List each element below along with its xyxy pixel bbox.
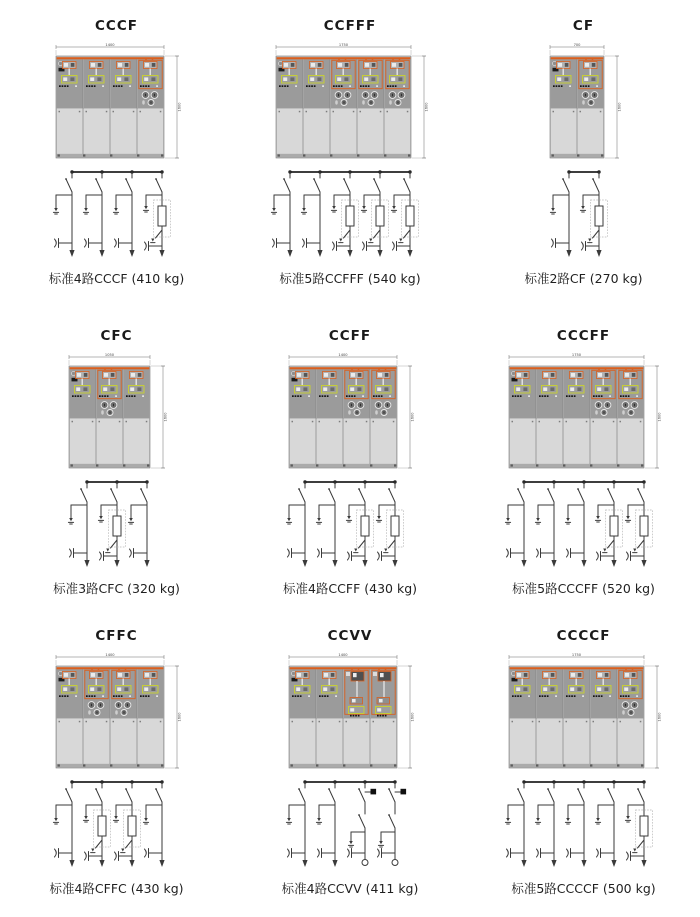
top-orange-strip <box>510 367 644 369</box>
cable-arrow-icon <box>521 860 526 867</box>
cable-test-point-icon <box>566 849 568 857</box>
cabinet-front-view-svg <box>270 42 431 160</box>
branch-fuse-switch <box>98 480 125 567</box>
single-line-diagram-svg <box>65 474 169 572</box>
metering-terminal-icon <box>392 860 398 866</box>
cabinet-front-view <box>503 352 664 470</box>
cable-test-point-icon <box>144 242 146 250</box>
cable-test-point-icon <box>69 549 71 557</box>
cable-test-point-icon <box>333 242 335 250</box>
cable-arrow-icon <box>347 250 352 257</box>
fuse-icon <box>113 516 121 536</box>
fuse-icon <box>376 206 384 226</box>
config-cell-ccff <box>233 310 467 610</box>
top-orange-strip <box>276 57 410 59</box>
fuse-icon <box>406 206 414 226</box>
breaker-icon <box>371 789 377 795</box>
config-caption: 标准5路CCCCF (500 kg) <box>511 881 656 896</box>
fuse-icon <box>361 516 369 536</box>
cable-test-point-icon <box>596 849 598 857</box>
config-title: CF <box>572 18 595 34</box>
branch-load-switch <box>550 170 571 257</box>
cable-test-point-icon <box>288 549 290 557</box>
height-dimension-label: 1600 <box>163 412 168 422</box>
cable-test-point-icon <box>506 549 508 557</box>
cable-test-point-icon <box>114 852 116 860</box>
cable-arrow-icon <box>641 560 646 567</box>
brand-logo-icon <box>58 672 62 676</box>
cable-arrow-icon <box>84 560 89 567</box>
branch-load-switch <box>565 480 586 567</box>
height-dimension-label: 1600 <box>177 102 181 112</box>
fuse-icon <box>391 516 399 536</box>
config-title: CCCFF <box>556 328 611 344</box>
single-line-diagram-svg <box>283 774 417 872</box>
cabinet-front-view <box>270 42 431 160</box>
cable-test-point-icon <box>506 849 508 857</box>
cabinet-front-view <box>50 42 184 160</box>
cable-test-point-icon <box>84 852 86 860</box>
height-dimension-label: 1600 <box>657 412 662 422</box>
cable-arrow-icon <box>129 860 134 867</box>
cable-arrow-icon <box>302 560 307 567</box>
brand-logo-icon <box>552 62 556 66</box>
single-line-diagram <box>283 774 417 872</box>
width-dimension-label: 1400 <box>104 43 115 47</box>
single-line-diagram-svg <box>50 774 184 872</box>
cabinet-front-view <box>63 352 170 470</box>
single-line-diagram-svg <box>502 774 666 872</box>
cable-test-point-icon <box>114 239 116 247</box>
cable-arrow-icon <box>581 860 586 867</box>
fuse-icon <box>610 516 618 536</box>
single-line-diagram <box>50 774 184 872</box>
cable-test-point-icon <box>551 239 553 247</box>
height-dimension-label: 1600 <box>410 712 415 722</box>
fuse-icon <box>158 206 166 226</box>
branch-fuse-switch <box>391 170 418 257</box>
config-caption: 标准2路CF (270 kg) <box>524 271 643 286</box>
single-line-diagram <box>283 474 417 572</box>
branch-vacuum-breaker <box>348 780 377 865</box>
cable-test-point-icon <box>348 552 350 560</box>
cable-arrow-icon <box>302 860 307 867</box>
brand-logo-icon <box>72 372 76 376</box>
cable-arrow-icon <box>566 250 571 257</box>
cable-test-point-icon <box>536 849 538 857</box>
cable-test-point-icon <box>303 239 305 247</box>
fuse-icon <box>128 816 136 836</box>
metering-terminal-icon <box>362 860 368 866</box>
height-dimension-label: 1600 <box>410 412 415 422</box>
config-title: CFC <box>100 328 133 344</box>
cabinet-front-view <box>283 352 417 470</box>
cable-test-point-icon <box>288 849 290 857</box>
brand-logo-icon <box>278 62 282 66</box>
config-caption: 标准4路CCCF (410 kg) <box>48 271 185 286</box>
config-caption: 标准5路CCCFF (520 kg) <box>512 581 655 596</box>
config-cell-cffc <box>0 610 233 917</box>
config-title: CCCF <box>95 18 138 34</box>
config-cell-cf <box>467 0 700 310</box>
single-line-diagram <box>547 164 621 262</box>
cable-arrow-icon <box>99 250 104 257</box>
cable-test-point-icon <box>581 242 583 250</box>
config-caption: 标准4路CFFC (430 kg) <box>49 881 184 896</box>
branch-load-switch <box>143 780 164 867</box>
cable-arrow-icon <box>611 860 616 867</box>
config-title: CCFFF <box>323 18 377 34</box>
config-title: CCFF <box>328 328 372 344</box>
branch-load-switch <box>83 170 104 257</box>
branch-load-switch <box>316 480 337 567</box>
single-line-diagram <box>268 164 432 262</box>
brand-logo-icon <box>58 62 62 66</box>
config-cell-ccfff <box>233 0 467 310</box>
branch-fuse-switch <box>580 170 607 257</box>
height-dimension-label: 1600 <box>657 712 662 722</box>
config-cell-cccf <box>0 0 233 310</box>
cable-test-point-icon <box>596 552 598 560</box>
config-caption: 标准5路CCFFF (540 kg) <box>279 271 421 286</box>
cable-arrow-icon <box>596 250 601 257</box>
single-line-diagram <box>502 474 666 572</box>
width-dimension-label: 1400 <box>338 353 348 357</box>
branch-fuse-switch <box>346 480 373 567</box>
top-orange-strip <box>290 367 397 369</box>
cable-test-point-icon <box>54 239 56 247</box>
fuse-icon <box>595 206 603 226</box>
cable-arrow-icon <box>362 560 367 567</box>
cable-test-point-icon <box>54 849 56 857</box>
cabinet-front-view-svg <box>283 652 417 770</box>
branch-load-switch <box>535 780 556 867</box>
cable-test-point-icon <box>318 549 320 557</box>
width-dimension-label: 1400 <box>104 653 115 657</box>
config-title: CCVV <box>327 628 373 644</box>
branch-fuse-switch <box>83 780 110 867</box>
branch-fuse-switch <box>376 480 403 567</box>
branch-load-switch <box>301 170 322 257</box>
top-orange-strip <box>70 367 150 369</box>
cable-test-point-icon <box>626 852 628 860</box>
branch-load-switch <box>286 780 307 867</box>
cable-test-point-icon <box>363 242 365 250</box>
config-cell-ccvv <box>233 610 467 917</box>
cable-arrow-icon <box>551 560 556 567</box>
branch-load-switch <box>286 480 307 567</box>
brand-logo-icon <box>512 372 516 376</box>
fuse-icon <box>98 816 106 836</box>
cable-test-point-icon <box>273 239 275 247</box>
cable-arrow-icon <box>114 560 119 567</box>
cable-arrow-icon <box>332 860 337 867</box>
cable-test-point-icon <box>129 549 131 557</box>
brand-logo-icon <box>292 372 296 376</box>
cable-arrow-icon <box>551 860 556 867</box>
cable-arrow-icon <box>407 250 412 257</box>
fuse-icon <box>640 516 648 536</box>
branch-load-switch <box>595 780 616 867</box>
cable-arrow-icon <box>159 250 164 257</box>
branch-load-switch <box>316 780 337 867</box>
cabinet-front-view-svg <box>503 652 664 770</box>
top-orange-strip <box>56 57 163 59</box>
config-title: CFFC <box>95 628 138 644</box>
single-line-diagram <box>65 474 169 572</box>
brand-logo-icon <box>292 672 296 676</box>
single-line-diagram-svg <box>50 164 184 262</box>
config-caption: 标准4路CCFF (430 kg) <box>282 581 418 596</box>
cable-arrow-icon <box>317 250 322 257</box>
cable-arrow-icon <box>611 560 616 567</box>
config-title: CCCCF <box>556 628 611 644</box>
top-orange-strip <box>550 57 603 59</box>
cable-test-point-icon <box>378 849 380 857</box>
branch-fuse-switch <box>113 780 140 867</box>
width-dimension-label: 1050 <box>104 353 115 357</box>
config-cell-cfc <box>0 310 233 610</box>
cable-arrow-icon <box>287 250 292 257</box>
branch-load-switch <box>565 780 586 867</box>
cable-arrow-icon <box>581 560 586 567</box>
cabinet-front-view-svg <box>50 652 184 770</box>
cable-test-point-icon <box>99 552 101 560</box>
cabinet-front-view <box>50 652 184 770</box>
branch-fuse-switch <box>625 780 652 867</box>
cable-test-point-icon <box>566 549 568 557</box>
cable-arrow-icon <box>99 860 104 867</box>
branch-fuse-switch <box>331 170 358 257</box>
branch-load-switch <box>128 480 149 567</box>
height-dimension-label: 1600 <box>617 102 621 112</box>
cable-arrow-icon <box>144 560 149 567</box>
branch-fuse-switch <box>595 480 622 567</box>
cable-test-point-icon <box>626 552 628 560</box>
cabinet-front-view-svg <box>544 42 624 160</box>
branch-fuse-switch <box>625 480 652 567</box>
branch-fuse-switch <box>361 170 388 257</box>
fuse-icon <box>346 206 354 226</box>
cabinet-front-view <box>503 652 664 770</box>
breaker-icon <box>401 789 407 795</box>
branch-load-switch <box>505 780 526 867</box>
top-orange-strip <box>56 667 163 669</box>
single-line-diagram-svg <box>268 164 432 262</box>
fuse-icon <box>640 816 648 836</box>
branch-load-switch <box>505 480 526 567</box>
single-line-diagram-svg <box>547 164 621 262</box>
cable-test-point-icon <box>378 552 380 560</box>
cabinet-front-view <box>544 42 624 160</box>
branch-fuse-switch <box>143 170 170 257</box>
single-line-diagram <box>50 164 184 262</box>
cabinet-front-view-svg <box>283 352 417 470</box>
single-line-diagram <box>502 774 666 872</box>
branch-load-switch <box>535 480 556 567</box>
single-line-diagram-svg <box>502 474 666 572</box>
width-dimension-label: 1750 <box>571 353 582 357</box>
width-dimension-label: 700 <box>573 43 580 47</box>
cabinet-front-view-svg <box>63 352 170 470</box>
config-caption: 标准4路CCVV (411 kg) <box>281 881 419 896</box>
cable-test-point-icon <box>318 849 320 857</box>
cabinet-front-view-svg <box>503 352 664 470</box>
cable-test-point-icon <box>536 549 538 557</box>
cabinet-front-view-svg <box>50 42 184 160</box>
cable-arrow-icon <box>377 250 382 257</box>
top-orange-strip <box>290 667 397 669</box>
cable-arrow-icon <box>69 860 74 867</box>
cable-arrow-icon <box>332 560 337 567</box>
cable-arrow-icon <box>392 560 397 567</box>
cabinet-front-view <box>283 652 417 770</box>
branch-load-switch <box>53 170 74 257</box>
cable-arrow-icon <box>521 560 526 567</box>
top-orange-strip <box>510 667 644 669</box>
branch-load-switch <box>271 170 292 257</box>
cable-test-point-icon <box>348 849 350 857</box>
branch-load-switch <box>113 170 134 257</box>
config-cell-ccccf <box>467 610 700 917</box>
cable-arrow-icon <box>159 860 164 867</box>
config-cell-cccff <box>467 310 700 610</box>
width-dimension-label: 1750 <box>338 43 348 47</box>
branch-load-switch <box>53 780 74 867</box>
cable-arrow-icon <box>641 860 646 867</box>
branch-vacuum-breaker <box>378 780 407 865</box>
branch-load-switch <box>68 480 89 567</box>
height-dimension-label: 1600 <box>424 102 428 112</box>
brand-logo-icon <box>512 672 516 676</box>
cable-arrow-icon <box>69 250 74 257</box>
height-dimension-label: 1600 <box>177 712 181 722</box>
single-line-diagram-svg <box>283 474 417 572</box>
cable-test-point-icon <box>144 849 146 857</box>
config-caption: 标准3路CFC (320 kg) <box>53 581 180 596</box>
width-dimension-label: 1750 <box>571 653 582 657</box>
cable-arrow-icon <box>129 250 134 257</box>
cable-test-point-icon <box>393 242 395 250</box>
width-dimension-label: 1400 <box>338 653 348 657</box>
cable-test-point-icon <box>84 239 86 247</box>
